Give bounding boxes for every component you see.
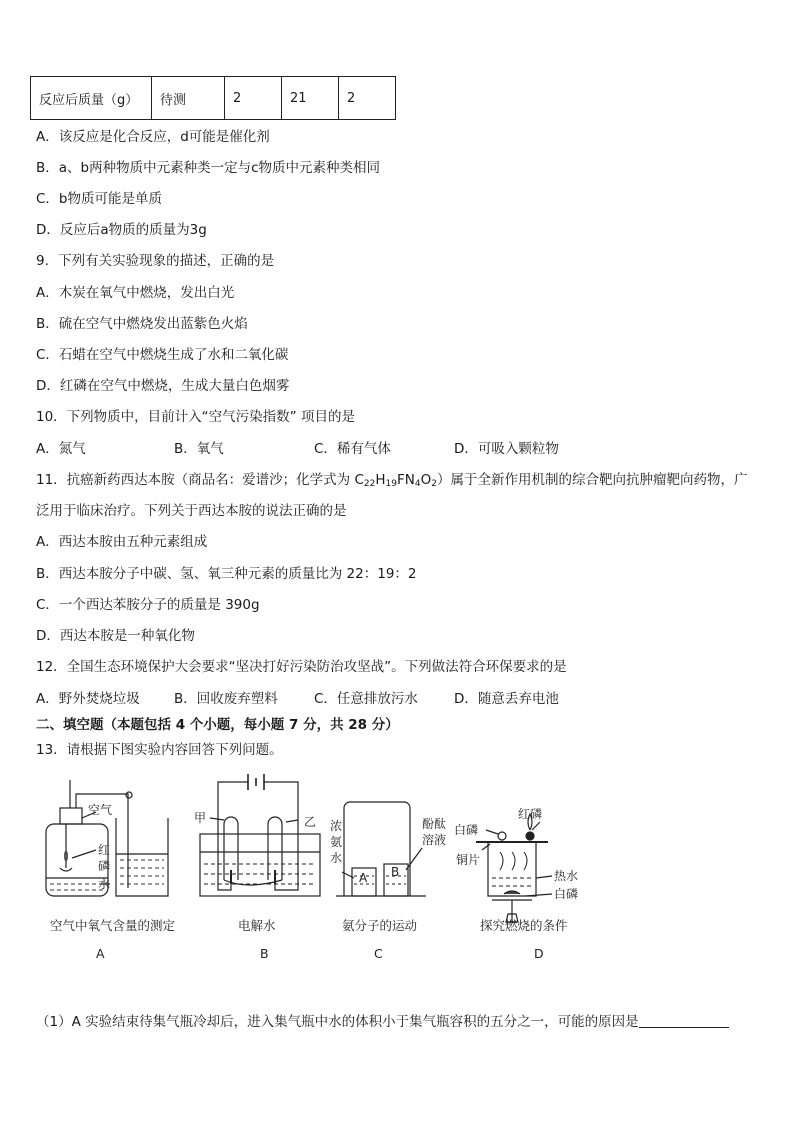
apparatus-c xyxy=(336,802,426,896)
fig-label: 氨 xyxy=(330,835,343,849)
formula-text: FN xyxy=(396,472,415,488)
table-cell: 2 xyxy=(339,77,396,120)
q11-option-a: A．西达本胺由五种元素组成 xyxy=(36,534,208,550)
q10-option-b: B．氧气 xyxy=(174,441,224,457)
table-row xyxy=(31,77,396,120)
q9-stem: 9．下列有关实验现象的描述，正确的是 xyxy=(36,253,275,269)
figure-letter: D xyxy=(534,946,544,961)
q8-option-a: A．该反应是化合反应，d可能是催化剂 xyxy=(36,129,270,145)
figure-letter: B xyxy=(260,946,269,961)
table-row-label: 反应后质量（g） xyxy=(31,77,152,120)
formula-sub: 4 xyxy=(414,479,421,489)
table-cell: 2 xyxy=(225,77,282,120)
q11-stem-part2: ）属于全新作用机制的综合靶向抗肿瘤靶向药物，广 xyxy=(436,472,748,488)
q11-stem-part1: 11．抗癌新药西达本胺（商品名：爱谱沙；化学式为 C xyxy=(36,472,364,488)
fig-label: 甲 xyxy=(194,811,207,825)
fig-label: 红 xyxy=(98,843,111,857)
answer-blank[interactable] xyxy=(639,1013,729,1028)
q11-option-d: D．西达本胺是一种氧化物 xyxy=(36,628,195,644)
beaker-label: A xyxy=(359,871,368,885)
fig-label: 浓 xyxy=(330,819,343,833)
formula-text: H xyxy=(375,472,386,488)
q11-stem-line2: 泛用于临床治疗。下列关于西达本胺的说法正确的是 xyxy=(36,503,347,519)
figure-caption: 氨分子的运动 xyxy=(342,918,418,933)
q9-option-c: C．石蜡在空气中燃烧生成了水和二氧化碳 xyxy=(36,347,289,363)
fig-label: 乙 xyxy=(304,815,317,829)
figure-caption: 探究燃烧的条件 xyxy=(480,918,568,933)
fig-label: 红磷 xyxy=(518,807,543,821)
q8-option-c: C．b物质可能是单质 xyxy=(36,191,162,207)
q11-option-c: C．一个西达苯胺分子的质量是 390g xyxy=(36,597,260,613)
formula-sub: 2 xyxy=(431,479,437,489)
beaker-label: B xyxy=(391,865,400,879)
fig-label: 空气 xyxy=(88,803,113,817)
q13-stem: 13．请根据下图实验内容回答下列问题。 xyxy=(36,742,283,758)
experiment-figure xyxy=(36,772,596,967)
q12-option-a: A．野外焚烧垃圾 xyxy=(36,691,140,707)
formula-text: O xyxy=(420,472,432,488)
q8-option-d: D．反应后a物质的质量为3g xyxy=(36,222,207,238)
figure-letter: A xyxy=(96,946,105,961)
q12-option-b: B．回收废弃塑料 xyxy=(174,691,278,707)
fig-label: 磷 xyxy=(98,859,111,873)
q8-option-b: B．a、b两种物质中元素种类一定与c物质中元素种类相同 xyxy=(36,160,381,176)
fig-label: 溶液 xyxy=(422,833,447,847)
q10-option-c: C．稀有气体 xyxy=(314,441,391,457)
q12-option-d: D．随意丢弃电池 xyxy=(454,691,559,707)
q12-option-c: C．任意排放污水 xyxy=(314,691,418,707)
fig-label: 白磷 xyxy=(554,887,579,901)
formula-sub: 22 xyxy=(363,479,376,489)
formula-sub: 19 xyxy=(385,479,397,489)
fig-label: 热水 xyxy=(554,869,579,883)
figure-caption: 电解水 xyxy=(238,918,276,933)
fig-label: 铜片 xyxy=(456,853,481,867)
q10-option-a: A．氮气 xyxy=(36,441,86,457)
q13-sub1-text: （1）A 实验结束待集气瓶冷却后，进入集气瓶中水的体积小于集气瓶容积的五分之一，可能的原因是 xyxy=(36,1014,639,1030)
fig-label: 白磷 xyxy=(454,823,479,837)
figure-letter: C xyxy=(374,946,383,961)
fig-label: 水 xyxy=(98,877,111,891)
q10-stem: 10．下列物质中，目前计入“空气污染指数” 项目的是 xyxy=(36,409,355,425)
q11-stem xyxy=(36,471,747,489)
apparatus-b xyxy=(200,774,320,896)
fig-label: 酚酞 xyxy=(422,817,447,831)
q11-option-b: B．西达本胺分子中碳、氢、氧三种元素的质量比为 22：19：2 xyxy=(36,566,417,582)
q9-option-b: B．硫在空气中燃烧发出蓝紫色火焰 xyxy=(36,316,248,332)
q12-stem: 12．全国生态环境保护大会要求“坚决打好污染防治攻坚战”。下列做法符合环保要求的是 xyxy=(36,659,567,675)
table-cell: 21 xyxy=(282,77,339,120)
mass-table xyxy=(30,76,396,120)
figure-caption: 空气中氧气含量的测定 xyxy=(50,918,176,933)
q13-sub1 xyxy=(36,1013,729,1031)
section-title: 二、填空题（本题包括 4 个小题，每小题 7 分，共 28 分） xyxy=(36,717,399,733)
table-cell: 待测 xyxy=(152,77,225,120)
apparatus-d xyxy=(476,814,552,922)
fig-label: 水 xyxy=(330,851,343,865)
q9-option-a: A．木炭在氧气中燃烧，发出白光 xyxy=(36,285,235,301)
q10-option-d: D．可吸入颗粒物 xyxy=(454,441,559,457)
q9-option-d: D．红磷在空气中燃烧，生成大量白色烟雾 xyxy=(36,378,290,394)
